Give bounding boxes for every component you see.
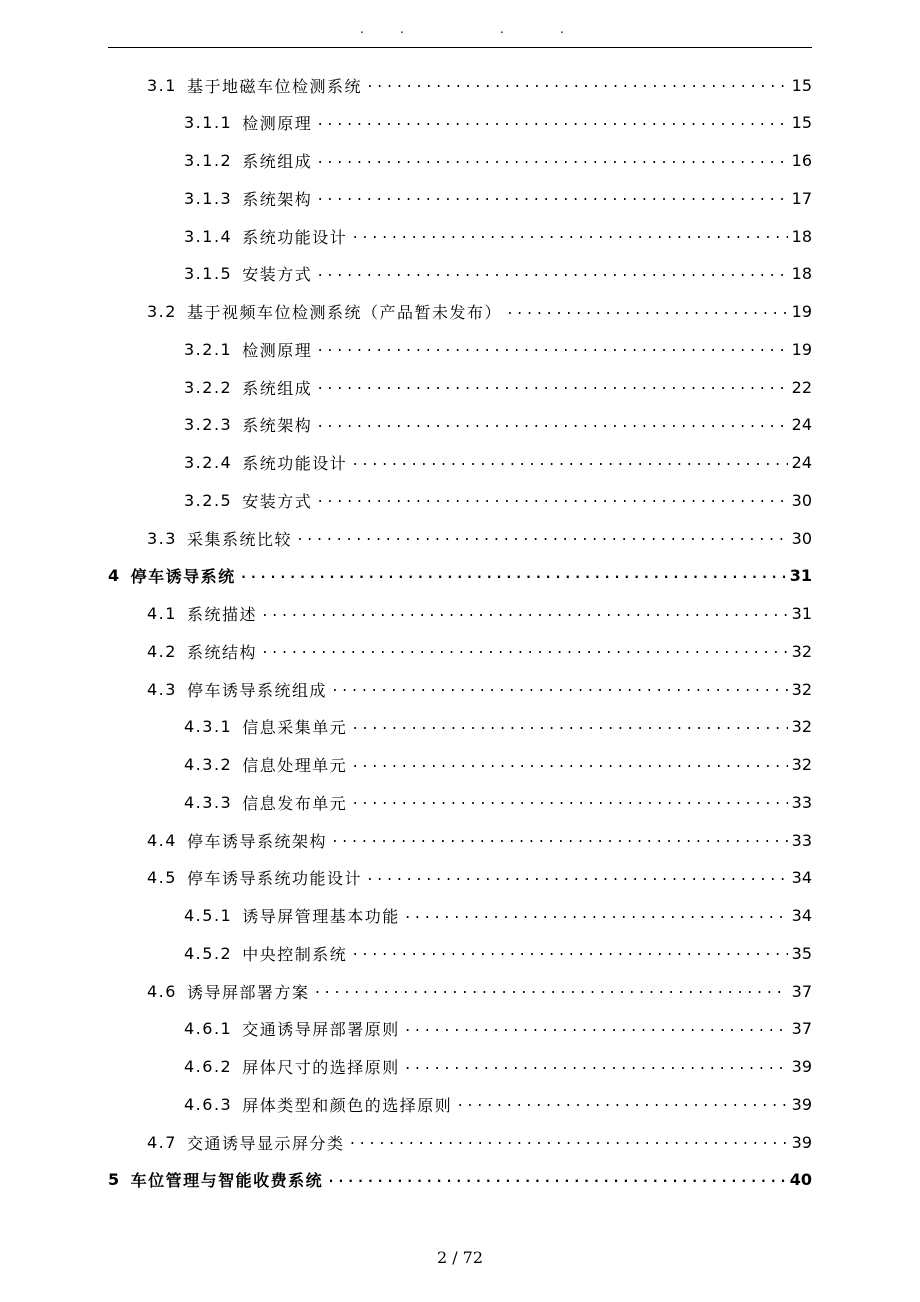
toc-entry[interactable] (147, 1123, 812, 1161)
toc-entry-page: 15 (791, 113, 812, 133)
toc-entry[interactable] (184, 481, 812, 519)
toc-entry-number: 3.1.4 (184, 226, 233, 246)
toc-entry[interactable] (184, 746, 812, 784)
toc-entry-page: 37 (791, 981, 812, 1001)
toc-entry-page: 32 (791, 679, 812, 699)
toc-dot-leader (331, 831, 788, 849)
toc-dot-leader (316, 340, 787, 358)
toc-entry[interactable] (147, 519, 812, 557)
toc-entry-number: 3.2 (147, 302, 177, 321)
toc-entry-number: 4.1 (147, 604, 177, 623)
toc-entry-number: 3.3 (147, 528, 177, 548)
toc-entry[interactable] (184, 934, 812, 972)
toc-entry-number: 4.6.1 (184, 1019, 233, 1039)
toc-entry-number: 5 (108, 1170, 121, 1190)
toc-entry-number: 4.3.1 (184, 717, 233, 737)
toc-entry-number: 4.6.3 (184, 1094, 233, 1114)
toc-entry-number: 3.1.3 (184, 188, 233, 208)
toc-dot-leader (351, 944, 787, 962)
toc-dot-leader (327, 1171, 786, 1189)
toc-dot-leader (261, 642, 788, 660)
toc-entry-title: 系统架构 (242, 189, 313, 209)
toc-entry-page: 34 (791, 868, 812, 888)
toc-entry-page: 24 (791, 415, 812, 435)
toc-entry[interactable] (184, 1048, 812, 1086)
toc-entry[interactable] (147, 66, 812, 104)
toc-dot-leader (316, 189, 787, 207)
toc-entry-title: 诱导屏部署方案 (186, 982, 310, 1002)
toc-entry[interactable] (147, 670, 812, 708)
toc-entry-number: 3.2.5 (184, 490, 233, 510)
toc-entry-title: 屏体尺寸的选择原则 (242, 1058, 400, 1077)
toc-dot-leader (316, 114, 787, 132)
toc-entry-title: 系统结构 (186, 642, 257, 662)
toc-entry-title: 诱导屏管理基本功能 (242, 907, 400, 926)
toc-dot-leader (261, 605, 788, 623)
toc-entry-page: 37 (791, 1019, 812, 1039)
toc-entry[interactable] (184, 708, 812, 746)
toc-entry-page: 39 (791, 1057, 812, 1076)
toc-entry-number: 3.1.2 (184, 151, 233, 170)
toc-entry-number: 4.5.1 (184, 906, 233, 925)
toc-entry[interactable] (184, 444, 812, 482)
toc-entry[interactable] (184, 406, 812, 444)
toc-entry[interactable] (147, 859, 812, 897)
page-header-dots (108, 22, 812, 42)
toc-entry-page: 18 (791, 264, 812, 284)
toc-dot-leader (351, 756, 787, 774)
toc-entry-title: 停车诱导系统架构 (186, 831, 327, 851)
toc-entry[interactable] (184, 1010, 812, 1048)
toc-entry-title: 检测原理 (242, 114, 313, 134)
toc-dot-leader (456, 1095, 787, 1113)
toc-entry-title: 交通诱导显示屏分类 (186, 1133, 345, 1153)
toc-dot-leader (366, 76, 788, 94)
toc-entry[interactable] (184, 783, 812, 821)
toc-entry-title: 信息发布单元 (242, 793, 348, 813)
toc-entry-number: 4.3.2 (184, 755, 233, 774)
toc-entry[interactable] (108, 1161, 812, 1199)
toc-entry[interactable] (184, 179, 812, 217)
toc-entry-title: 停车诱导系统 (130, 567, 236, 587)
toc-entry-title: 系统组成 (242, 378, 313, 398)
toc-entry-number: 4.4 (147, 830, 177, 850)
toc-dot-leader (351, 718, 787, 736)
toc-entry-number: 3.1.5 (184, 264, 233, 284)
toc-entry-page: 18 (791, 226, 812, 246)
toc-dot-leader (366, 869, 788, 887)
toc-entry-title: 系统功能设计 (242, 227, 348, 247)
toc-dot-leader (348, 1133, 787, 1151)
toc-entry-number: 3.2.3 (184, 415, 233, 435)
toc-entry[interactable] (147, 293, 812, 331)
toc-entry-page: 17 (791, 188, 812, 208)
toc-entry-page: 32 (791, 641, 812, 661)
toc-entry-number: 3.2.2 (184, 377, 233, 397)
page-number-footer: 2 / 72 (436, 1248, 484, 1267)
toc-entry[interactable] (184, 255, 812, 293)
toc-entry-title: 系统组成 (242, 152, 313, 171)
toc-entry-page: 40 (789, 1170, 812, 1190)
toc-entry-title: 车位管理与智能收费系统 (130, 1171, 324, 1191)
toc-entry-title: 采集系统比较 (186, 529, 292, 549)
toc-entry-page: 22 (791, 377, 812, 397)
toc-entry-page: 19 (791, 339, 812, 359)
toc-dot-leader (351, 227, 787, 245)
toc-dot-leader (316, 265, 787, 283)
toc-dot-leader (316, 416, 787, 434)
toc-entry-title: 中央控制系统 (242, 944, 348, 964)
toc-entry-title: 系统架构 (242, 416, 313, 436)
toc-entry-title: 系统功能设计 (242, 454, 348, 473)
toc-entry-page: 31 (789, 566, 812, 586)
toc-entry-title: 信息处理单元 (242, 756, 348, 775)
toc-entry-number: 4.6.2 (184, 1057, 233, 1076)
toc-entry[interactable] (147, 632, 812, 670)
toc-dot-leader (351, 793, 787, 811)
toc-dot-leader (296, 529, 788, 547)
toc-dot-leader (240, 567, 786, 585)
toc-entry-title: 安装方式 (242, 491, 313, 511)
toc-entry[interactable] (147, 972, 812, 1010)
toc-entry-number: 4.2 (147, 641, 177, 661)
toc-entry-title: 安装方式 (242, 265, 313, 285)
toc-entry-title: 基于地磁车位检测系统 (186, 76, 362, 96)
toc-entry[interactable] (184, 368, 812, 406)
toc-entry-page: 39 (791, 1132, 812, 1152)
toc-entry-title: 屏体类型和颜色的选择原则 (242, 1095, 453, 1115)
toc-entry-page: 30 (791, 490, 812, 510)
toc-entry[interactable] (184, 897, 812, 935)
toc-entry-page: 19 (791, 302, 812, 321)
toc-entry-number: 4 (108, 566, 121, 586)
toc-dot-leader (404, 1058, 788, 1076)
toc-entry-page: 30 (791, 528, 812, 548)
toc-entry-number: 4.5.2 (184, 943, 233, 963)
toc-dot-leader (404, 1020, 788, 1038)
toc-entry-title: 交通诱导屏部署原则 (242, 1020, 400, 1040)
toc-entry-title: 信息采集单元 (242, 718, 348, 738)
toc-entry[interactable] (184, 104, 812, 142)
toc-entry-number: 4.3 (147, 679, 177, 699)
toc-entry-title: 检测原理 (242, 340, 313, 360)
toc-dot-leader (506, 303, 788, 321)
toc-entry-page: 33 (791, 830, 812, 850)
toc-entry[interactable] (184, 1085, 812, 1123)
toc-entry-page: 33 (791, 792, 812, 812)
toc-entry[interactable] (184, 330, 812, 368)
toc-entry-number: 3.1.1 (184, 113, 233, 133)
toc-entry-page: 34 (791, 906, 812, 925)
toc-entry-page: 32 (791, 717, 812, 737)
toc-dot-leader (404, 907, 788, 925)
toc-entry[interactable] (147, 595, 812, 633)
header-dot: . (360, 22, 364, 36)
header-dot: . (560, 22, 564, 36)
toc-entry-page: 15 (791, 75, 812, 95)
toc-entry-title: 系统描述 (186, 605, 257, 624)
toc-dot-leader (351, 454, 787, 472)
header-dot: . (400, 22, 404, 36)
toc-dot-leader (316, 152, 787, 170)
toc-entry-number: 4.6 (147, 981, 177, 1001)
toc-dot-leader (313, 982, 787, 1000)
toc-entry-number: 3.2.4 (184, 453, 233, 472)
toc-dot-leader (316, 491, 787, 509)
toc-entry[interactable] (184, 142, 812, 180)
toc-entry-number: 4.5 (147, 868, 177, 888)
toc-entry-number: 3.1 (147, 75, 177, 95)
header-divider (108, 47, 812, 48)
toc-entry-page: 35 (791, 943, 812, 963)
toc-dot-leader (316, 378, 787, 396)
toc-entry[interactable] (184, 217, 812, 255)
toc-entry-number: 3.2.1 (184, 339, 233, 359)
toc-entry-page: 39 (791, 1094, 812, 1114)
toc-entry-page: 16 (791, 151, 812, 170)
toc-entry-number: 4.3.3 (184, 792, 233, 812)
toc-entry[interactable] (147, 821, 812, 859)
toc-dot-leader (331, 680, 788, 698)
toc-entry-title: 基于视频车位检测系统（产品暂未发布） (186, 303, 502, 322)
toc-entry-page: 32 (791, 755, 812, 774)
toc-entry-title: 停车诱导系统功能设计 (186, 869, 362, 889)
header-dot: . (500, 22, 504, 36)
toc-entry-page: 24 (791, 453, 812, 472)
toc-entry-number: 4.7 (147, 1132, 177, 1152)
toc-entry-page: 31 (791, 604, 812, 623)
toc-entry[interactable] (108, 557, 812, 595)
toc-entry-title: 停车诱导系统组成 (186, 680, 327, 700)
